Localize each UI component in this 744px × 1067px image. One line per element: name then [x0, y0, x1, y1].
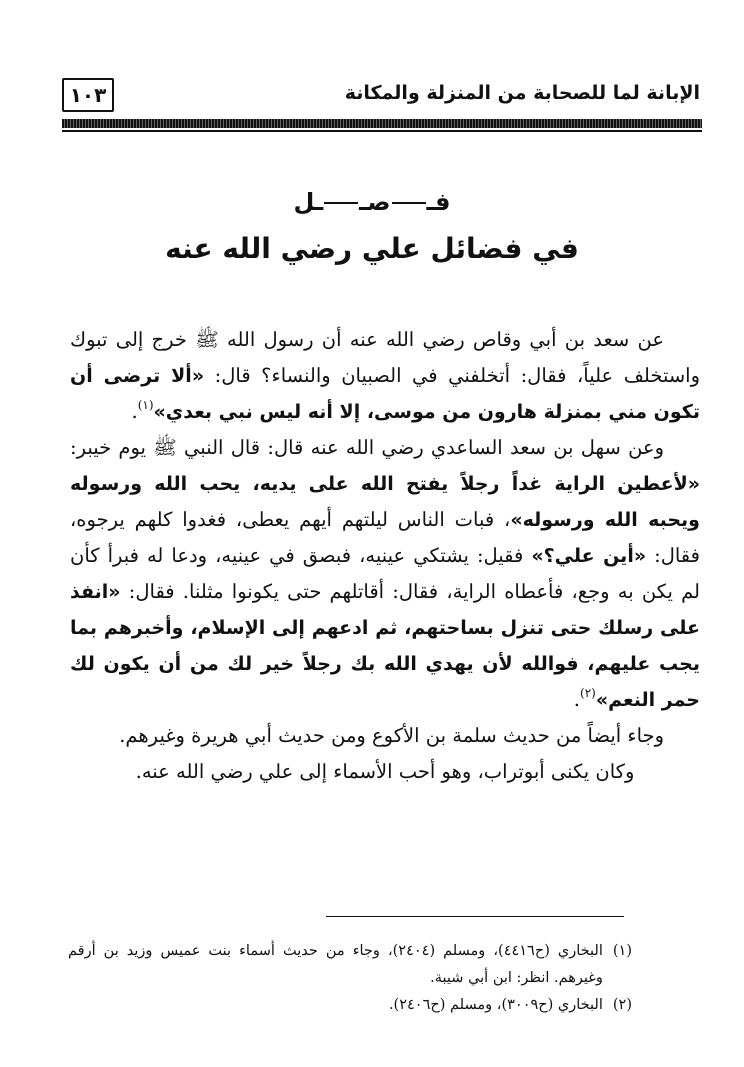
paragraph-2-text: ، فبات الناس ليلتهم أيهم يعطى، فغدوا كلهم يرجوه، فقال: — [70, 508, 700, 567]
footnote-number: (٢) — [612, 997, 632, 1013]
hadith-quote: «ألا ترضى أن تكون مني بمنزلة هارون من موسى، إلا أنه ليس نبي بعدي» — [70, 365, 700, 423]
footnotes — [68, 938, 632, 1019]
chapter-label-mid: صـ — [359, 188, 391, 216]
footnote-number: (١) — [612, 943, 632, 959]
chapter-label-end: ـل — [293, 188, 324, 216]
period: . — [573, 688, 580, 711]
hadith-quote: «أين علي؟» — [531, 545, 647, 567]
hadith-quote: «لأعطين الراية غداً رجلاً يفتح الله على يديه، يحب الله ورسوله ويحبه الله ورسوله» — [70, 473, 700, 531]
paragraph-3: وجاء أيضاً من حديث سلمة بن الأكوع ومن حديث أبي هريرة وغيرهم. — [119, 724, 664, 747]
footnote-text: البخاري (ح٣٠٠٩)، ومسلم (ح٢٤٠٦). — [388, 997, 603, 1013]
footnote-ref-2[interactable]: (٢) — [580, 686, 596, 700]
body-text — [70, 322, 700, 790]
paragraph-2-text: وعن سهل بن سعد الساعدي رضي الله عنه قال: قال النبي ﷺ يوم خيبر: — [70, 436, 664, 459]
chapter-title: في فضائل علي رضي الله عنه — [165, 232, 579, 265]
paragraph-4: وكان يكنى أبوتراب، وهو أحب الأسماء إلى علي رضي الله عنه. — [135, 760, 635, 783]
paragraph-2-text: فقيل: يشتكي عينيه، فبصق في عينيه، ودعا له فبرأ كأن لم يكن به وجع، فأعطاه الراية، فقال: أقاتلهم حتى يكونوا مثلنا. فقال: — [70, 544, 700, 603]
running-title: الإبانة لما للصحابة من المنزلة والمكانة — [344, 82, 700, 104]
footnote-1 — [68, 938, 632, 992]
kashida-line — [392, 202, 426, 204]
page-number: ١٠٣ — [62, 78, 114, 112]
period: . — [131, 400, 138, 423]
chapter-label-start: فـ — [426, 188, 451, 216]
footnote-text: البخاري (ح٤٤١٦)، ومسلم (٢٤٠٤)، وجاء من حديث أسماء بنت عميس وزيد بن أرقم وغيرهم. انظر: ابن أبي شيبة. — [68, 943, 603, 986]
footnote-separator — [326, 916, 624, 917]
header-rule — [62, 119, 702, 128]
hadith-quote: «انفذ على رسلك حتى تنزل بساحتهم، ثم ادعهم إلى الإسلام، وأخبرهم بما يجب عليهم، فوالله لأن يهدي الله بك رجلاً خير لك من أن يكون لك حمر النعم» — [70, 581, 700, 711]
footnote-2 — [68, 992, 632, 1019]
footnote-ref-1[interactable]: (١) — [137, 398, 154, 412]
chapter-label — [0, 188, 744, 216]
paragraph-1 — [70, 322, 700, 430]
paragraph-2 — [70, 430, 700, 718]
kashida-line — [324, 202, 358, 204]
paragraph-1-text: عن سعد بن أبي وقاص رضي الله عنه أن رسول الله ﷺ خرج إلى تبوك واستخلف علياً، فقال: أتخلفني في الصبيان والنساء؟ قال: — [70, 328, 701, 387]
running-header — [62, 78, 700, 118]
